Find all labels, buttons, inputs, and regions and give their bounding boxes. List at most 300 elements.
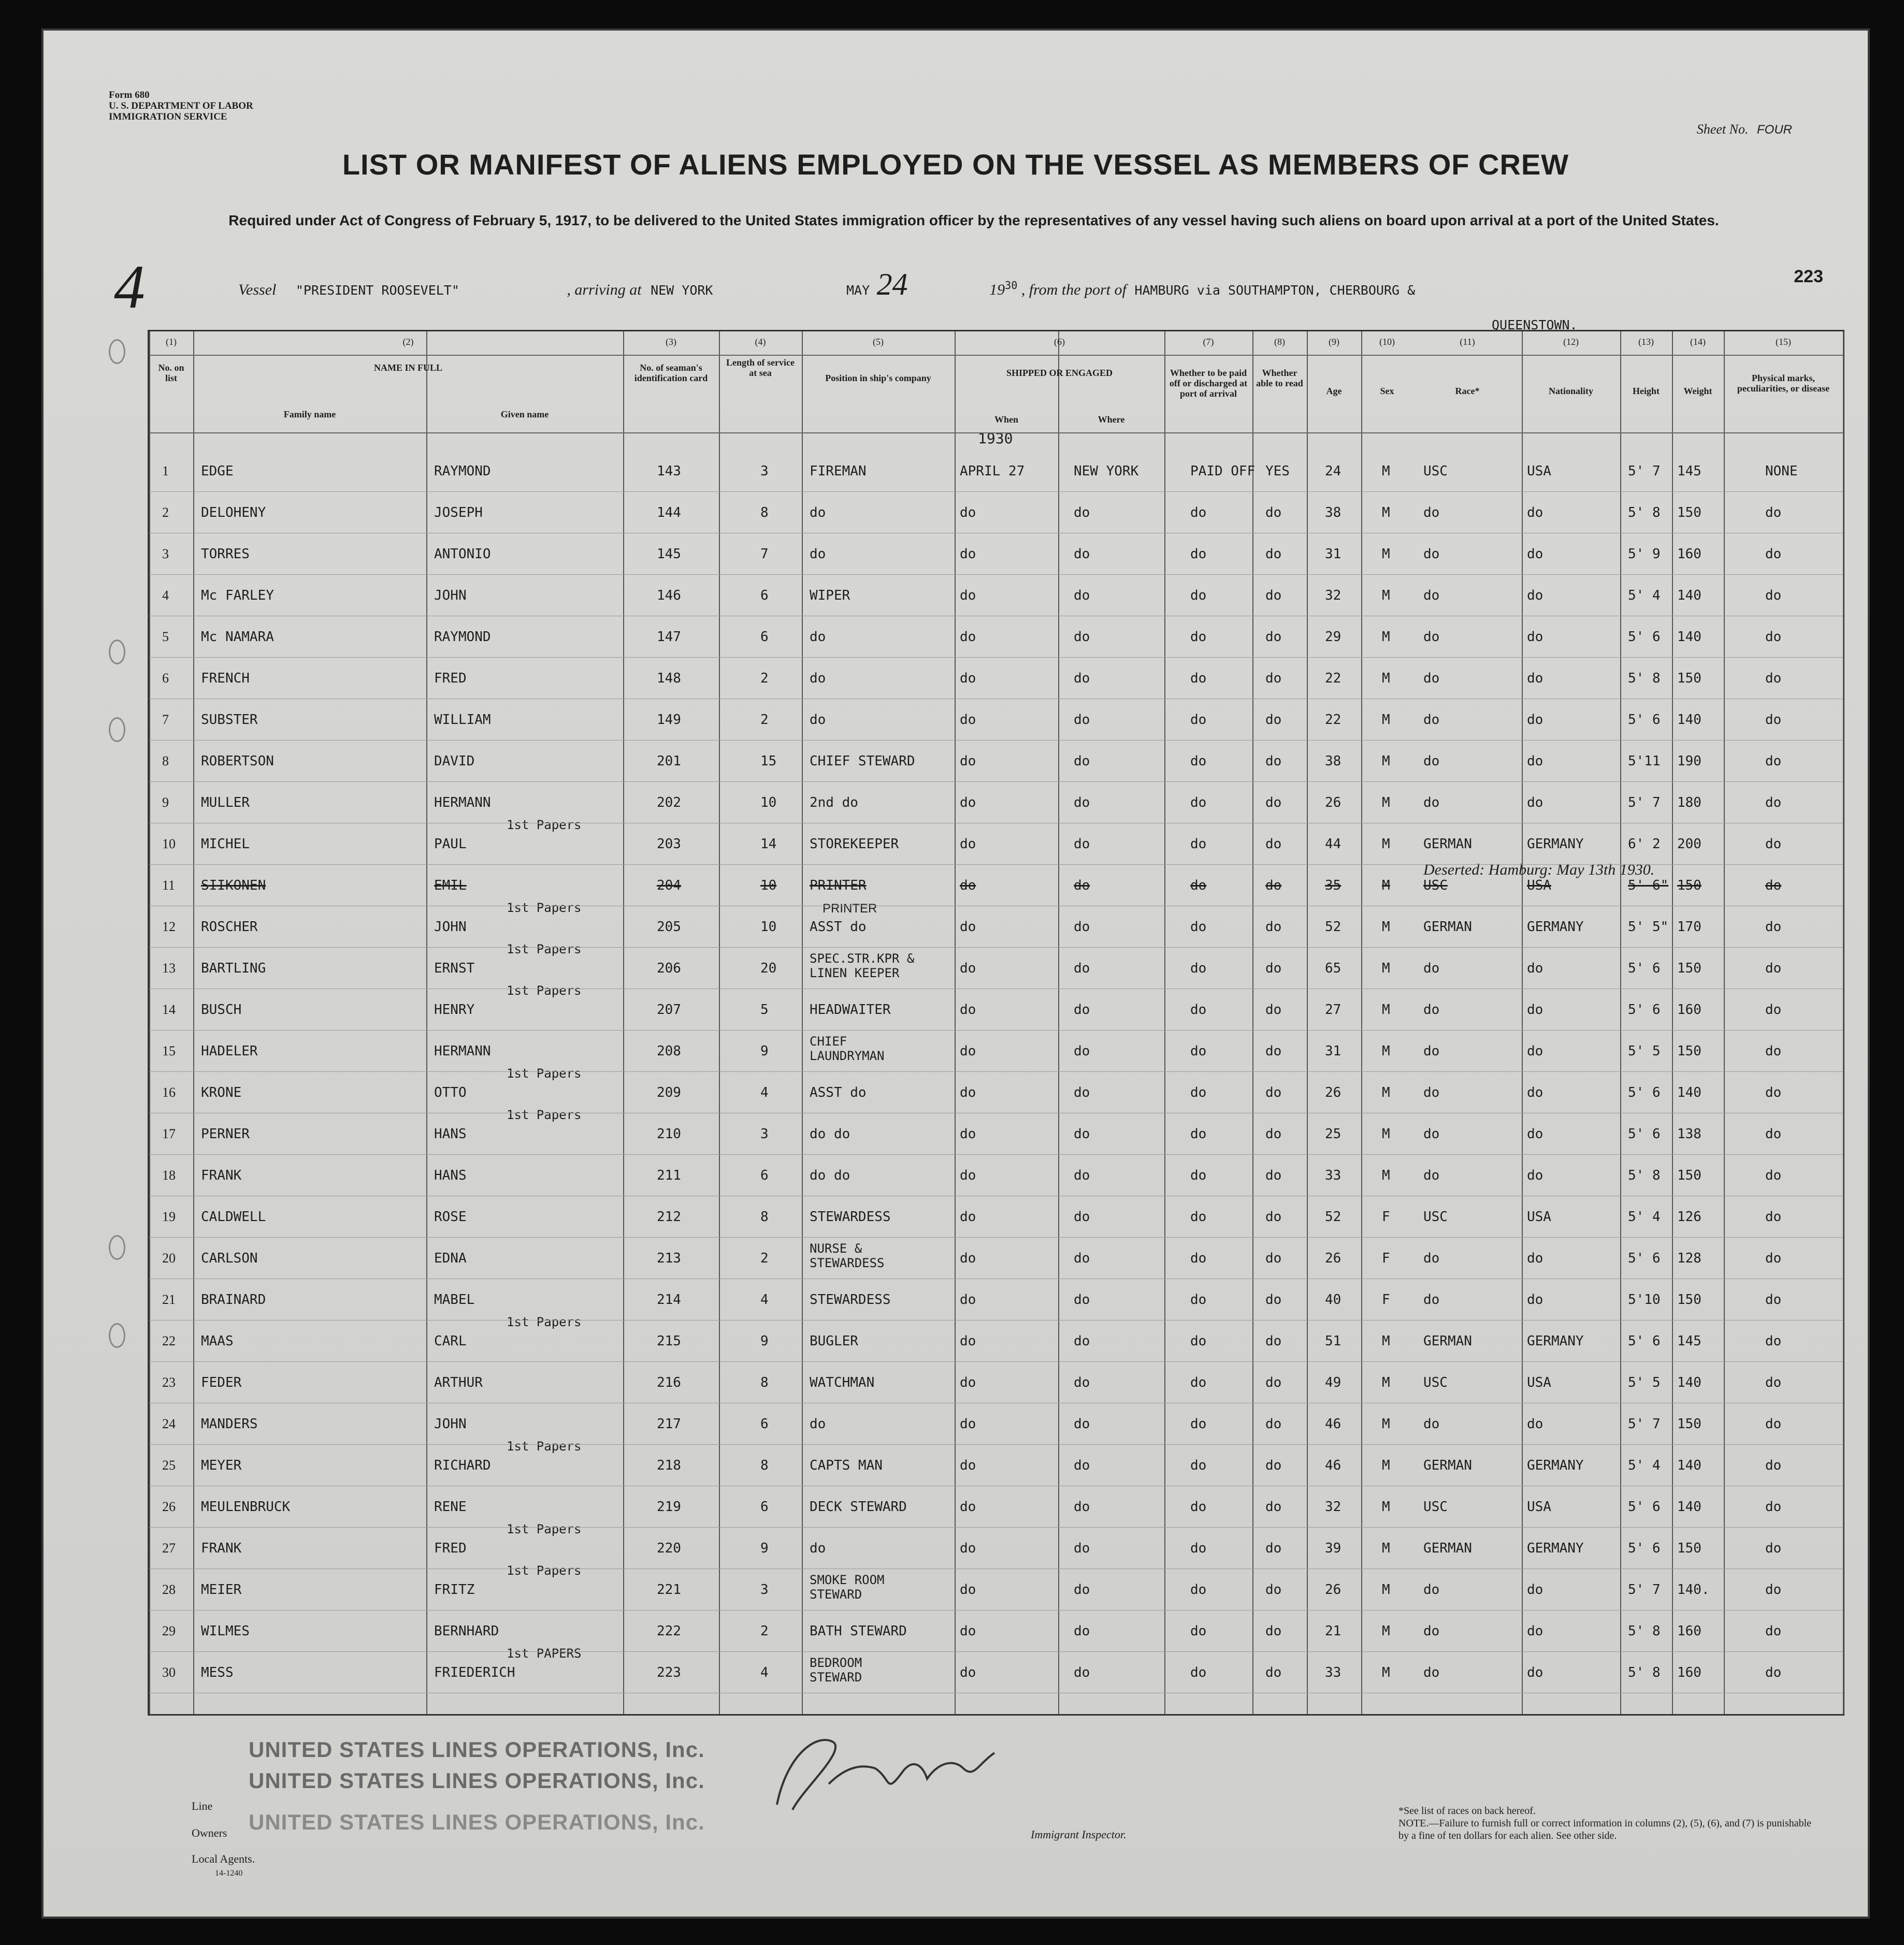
family-name: Mc NAMARA <box>201 629 274 645</box>
race: do <box>1423 1665 1440 1680</box>
shipped-where: do <box>1074 1458 1090 1473</box>
row-number: 26 <box>162 1499 176 1514</box>
table-row <box>149 1240 1843 1281</box>
shipped-where: do <box>1074 836 1090 852</box>
family-name: TORRES <box>201 546 250 562</box>
shipped-where: do <box>1074 546 1090 562</box>
inspector-label: Immigrant Inspector. <box>1031 1828 1127 1841</box>
first-papers-note: 1st Papers <box>507 1522 582 1536</box>
height: 6' 2 <box>1628 836 1661 852</box>
shipped-where: do <box>1074 795 1090 810</box>
nationality: do <box>1527 712 1544 728</box>
table-row <box>149 1157 1843 1198</box>
header-name: NAME IN FULL <box>373 362 442 373</box>
service-length: 8 <box>760 505 769 520</box>
race: do <box>1423 629 1440 645</box>
seaman-card: 145 <box>657 546 681 562</box>
row-number: 20 <box>162 1251 176 1266</box>
family-name: Mc FARLEY <box>201 588 274 603</box>
race: GERMAN <box>1423 1541 1472 1556</box>
nationality: GERMANY <box>1527 1458 1584 1473</box>
service-length: 6 <box>760 1416 769 1432</box>
first-papers-note: 1st Papers <box>507 1066 582 1081</box>
given-name: FRED <box>434 671 467 686</box>
nationality: do <box>1527 629 1544 645</box>
seaman-card: 148 <box>657 671 681 686</box>
first-papers-note: 1st Papers <box>507 1563 582 1578</box>
given-name: FRITZ <box>434 1582 475 1598</box>
paid-off: do <box>1190 1002 1207 1018</box>
nationality: GERMANY <box>1527 919 1584 935</box>
family-name: FRANK <box>201 1541 242 1556</box>
family-name: EDGE <box>201 463 234 479</box>
given-name: WILLIAM <box>434 712 491 728</box>
handwritten-mark: 4 <box>114 252 145 321</box>
physical-marks: do <box>1765 1665 1782 1680</box>
given-name: RAYMOND <box>434 629 491 645</box>
sex: M <box>1382 1375 1390 1390</box>
race: USC <box>1423 1499 1448 1515</box>
age: 39 <box>1325 1541 1342 1556</box>
nationality: do <box>1527 795 1544 810</box>
position: do <box>810 671 826 686</box>
footer-note <box>1398 1805 1823 1842</box>
height: 5' 6 <box>1628 961 1661 976</box>
service-length: 10 <box>760 919 777 935</box>
family-name: MANDERS <box>201 1416 258 1432</box>
col-number: (5) <box>873 337 884 347</box>
table-row <box>149 495 1843 535</box>
shipped-when: do <box>960 795 976 810</box>
able-to-read: do <box>1265 1043 1282 1059</box>
paid-off: do <box>1190 1375 1207 1390</box>
shipped-where: do <box>1074 1002 1090 1018</box>
shipped-when: do <box>960 1333 976 1349</box>
first-papers-note: 1st Papers <box>507 1108 582 1122</box>
family-name: HADELER <box>201 1043 258 1059</box>
service-length: 8 <box>760 1458 769 1473</box>
race: do <box>1423 1002 1440 1018</box>
shipped-where: do <box>1074 1085 1090 1100</box>
seaman-card: 146 <box>657 588 681 603</box>
family-name: SUBSTER <box>201 712 258 728</box>
able-to-read: do <box>1265 753 1282 769</box>
table-row <box>149 536 1843 576</box>
row-number: 28 <box>162 1582 176 1597</box>
height: 5' 6 <box>1628 1499 1661 1515</box>
shipped-when: do <box>960 1623 976 1639</box>
punch-hole <box>109 717 125 742</box>
race: do <box>1423 505 1440 520</box>
service-length: 5 <box>760 1002 769 1018</box>
weight: 140 <box>1677 588 1701 603</box>
able-to-read: do <box>1265 1333 1282 1349</box>
agents-label: Local Agents. <box>192 1852 255 1865</box>
col-number: (15) <box>1776 337 1791 347</box>
nationality: do <box>1527 1002 1544 1018</box>
weight: 200 <box>1677 836 1701 852</box>
able-to-read: do <box>1265 712 1282 728</box>
race: do <box>1423 1582 1440 1598</box>
given-name: HANS <box>434 1126 467 1142</box>
nationality: do <box>1527 1416 1544 1432</box>
height: 5' 6 <box>1628 1002 1661 1018</box>
shipped-where: do <box>1074 505 1090 520</box>
given-name: HENRY <box>434 1002 475 1018</box>
sex: M <box>1382 505 1390 520</box>
header-nationality: Nationality <box>1548 386 1593 396</box>
table-row <box>149 453 1843 493</box>
row-number: 10 <box>162 836 176 851</box>
year-suffix: 30 <box>1005 279 1018 292</box>
weight: 150 <box>1677 1043 1701 1059</box>
height: 5' 4 <box>1628 1209 1661 1225</box>
service-length: 10 <box>760 795 777 810</box>
physical-marks: do <box>1765 1043 1782 1059</box>
nationality: do <box>1527 1126 1544 1142</box>
paid-off: do <box>1190 671 1207 686</box>
given-name: PAUL <box>434 836 467 852</box>
able-to-read: do <box>1265 1458 1282 1473</box>
from-port: HAMBURG via SOUTHAMPTON, CHERBOURG & <box>1134 283 1416 298</box>
paid-off: do <box>1190 629 1207 645</box>
header-race: Race* <box>1455 386 1480 396</box>
paid-off: do <box>1190 1665 1207 1680</box>
paid-off: do <box>1190 1458 1207 1473</box>
position: do <box>810 629 826 645</box>
form-number <box>109 90 253 122</box>
physical-marks: do <box>1765 919 1782 935</box>
table-row <box>149 1613 1843 1653</box>
table-row <box>149 1522 1843 1571</box>
sex: M <box>1382 671 1390 686</box>
given-name: ROSE <box>434 1209 467 1225</box>
row-number: 11 <box>162 878 176 893</box>
weight: 160 <box>1677 1002 1701 1018</box>
given-name: JOSEPH <box>434 505 483 520</box>
punch-hole <box>109 640 125 664</box>
position: SMOKE ROOM STEWARD <box>810 1573 885 1602</box>
seaman-card: 210 <box>657 1126 681 1142</box>
nationality: do <box>1527 961 1544 976</box>
given-name: EMIL <box>434 878 467 893</box>
from-port-continued: QUEENSTOWN. <box>1492 317 1578 332</box>
position: SPEC.STR.KPR & LINEN KEEPER <box>810 951 915 980</box>
table-row <box>149 1315 1843 1363</box>
weight: 145 <box>1677 463 1701 479</box>
sheet-number <box>1697 122 1792 137</box>
physical-marks: do <box>1765 878 1782 893</box>
family-name: BUSCH <box>201 1002 242 1018</box>
service-length: 9 <box>760 1333 769 1349</box>
able-to-read: do <box>1265 1499 1282 1515</box>
weight: 160 <box>1677 1623 1701 1639</box>
weight: 140. <box>1677 1582 1710 1598</box>
shipped-where: NEW YORK <box>1074 463 1139 479</box>
arrival-day: 24 <box>876 267 908 301</box>
position: do do <box>810 1126 850 1142</box>
physical-marks: do <box>1765 1251 1782 1266</box>
shipped-when: do <box>960 1665 976 1680</box>
manifest-sheet <box>41 28 1870 1919</box>
given-name: EDNA <box>434 1251 467 1266</box>
table-row <box>149 861 1843 908</box>
physical-marks: do <box>1765 753 1782 769</box>
able-to-read: do <box>1265 919 1282 935</box>
position: STEWARDESS <box>810 1292 891 1308</box>
given-name: RICHARD <box>434 1458 491 1473</box>
shipped-where: do <box>1074 1292 1090 1308</box>
position: WIPER <box>810 588 850 603</box>
physical-marks: do <box>1765 1002 1782 1018</box>
table-row <box>149 1108 1843 1156</box>
row-number: 17 <box>162 1126 176 1141</box>
weight: 140 <box>1677 1499 1701 1515</box>
age: 22 <box>1325 671 1342 686</box>
nationality: GERMANY <box>1527 836 1584 852</box>
position: WATCHMAN <box>810 1375 875 1390</box>
weight: 180 <box>1677 795 1701 810</box>
table-row <box>149 1406 1843 1446</box>
able-to-read: do <box>1265 836 1282 852</box>
sex: M <box>1382 795 1390 810</box>
position-correction: PRINTER <box>823 902 877 916</box>
deserted-note: Deserted: Hamburg: May 13th 1930. <box>1423 861 1655 878</box>
weight: 128 <box>1677 1251 1701 1266</box>
sex: M <box>1382 1499 1390 1515</box>
race: do <box>1423 795 1440 810</box>
row-number: 4 <box>162 588 169 603</box>
position: ASST do <box>810 1085 867 1100</box>
weight: 150 <box>1677 878 1701 893</box>
first-papers-note: 1st Papers <box>507 901 582 915</box>
weight: 140 <box>1677 1458 1701 1473</box>
paid-off: do <box>1190 1209 1207 1225</box>
paid-off: do <box>1190 505 1207 520</box>
form-line: U. S. DEPARTMENT OF LABOR <box>109 100 253 111</box>
position: CHIEF STEWARD <box>810 753 915 769</box>
able-to-read: do <box>1265 671 1282 686</box>
race: GERMAN <box>1423 836 1472 852</box>
col-number: (3) <box>666 337 676 347</box>
able-to-read: do <box>1265 1375 1282 1390</box>
given-name: OTTO <box>434 1085 467 1100</box>
year-prefix: 19 <box>989 281 1005 298</box>
table-row <box>149 942 1843 991</box>
age: 46 <box>1325 1416 1342 1432</box>
nationality: USA <box>1527 1499 1551 1515</box>
physical-marks: do <box>1765 505 1782 520</box>
form-line: IMMIGRATION SERVICE <box>109 111 227 122</box>
shipped-when: do <box>960 671 976 686</box>
weight: 140 <box>1677 1085 1701 1100</box>
first-papers-note: 1st Papers <box>507 983 582 998</box>
nationality: do <box>1527 1168 1544 1183</box>
shipped-when: do <box>960 505 976 520</box>
header-when: When <box>994 414 1018 425</box>
given-name: ANTONIO <box>434 546 491 562</box>
col-number: (9) <box>1329 337 1339 347</box>
sheet-serial: 223 <box>1794 267 1823 286</box>
service-length: 15 <box>760 753 777 769</box>
race: USC <box>1423 878 1448 893</box>
race: do <box>1423 1623 1440 1639</box>
sex: M <box>1382 588 1390 603</box>
weight: 140 <box>1677 1375 1701 1390</box>
row-number: 29 <box>162 1623 176 1638</box>
seaman-card: 214 <box>657 1292 681 1308</box>
able-to-read: do <box>1265 546 1282 562</box>
weight: 160 <box>1677 546 1701 562</box>
weight: 160 <box>1677 1665 1701 1680</box>
table-row <box>149 983 1843 1032</box>
nationality: GERMANY <box>1527 1541 1584 1556</box>
age: 52 <box>1325 919 1342 935</box>
sex: M <box>1382 1043 1390 1059</box>
position: CHIEF LAUNDRYMAN <box>810 1034 885 1063</box>
race: do <box>1423 1292 1440 1308</box>
shipped-when: do <box>960 753 976 769</box>
height: 5' 8 <box>1628 505 1661 520</box>
col-number: (6) <box>1054 337 1065 347</box>
seaman-card: 202 <box>657 795 681 810</box>
race: do <box>1423 1126 1440 1142</box>
sex: M <box>1382 546 1390 562</box>
age: 49 <box>1325 1375 1342 1390</box>
seaman-card: 219 <box>657 1499 681 1515</box>
position: FIREMAN <box>810 463 867 479</box>
height: 5' 5 <box>1628 1043 1661 1059</box>
height: 5'10 <box>1628 1292 1661 1308</box>
height: 5' 8 <box>1628 671 1661 686</box>
col-number: (4) <box>755 337 766 347</box>
nationality: GERMANY <box>1527 1333 1584 1349</box>
shipped-when: do <box>960 919 976 935</box>
race: do <box>1423 712 1440 728</box>
weight: 190 <box>1677 753 1701 769</box>
weight: 170 <box>1677 919 1701 935</box>
sex: M <box>1382 1333 1390 1349</box>
physical-marks: do <box>1765 1292 1782 1308</box>
height: 5' 5 <box>1628 1375 1661 1390</box>
weight: 150 <box>1677 1416 1701 1432</box>
shipped-when: do <box>960 1582 976 1598</box>
physical-marks: do <box>1765 1209 1782 1225</box>
crew-table <box>148 330 1844 1716</box>
shipped-when: do <box>960 1251 976 1266</box>
race: USC <box>1423 1375 1448 1390</box>
nationality: do <box>1527 1292 1544 1308</box>
physical-marks: do <box>1765 1499 1782 1515</box>
given-name: BERNHARD <box>434 1623 499 1639</box>
physical-marks: do <box>1765 1333 1782 1349</box>
seaman-card: 209 <box>657 1085 681 1100</box>
seaman-card: 206 <box>657 961 681 976</box>
col-number: (8) <box>1274 337 1285 347</box>
physical-marks: NONE <box>1765 463 1798 479</box>
sex: F <box>1382 1292 1390 1308</box>
age: 44 <box>1325 836 1342 852</box>
position: BEDROOM STEWARD <box>810 1656 862 1685</box>
able-to-read: do <box>1265 1168 1282 1183</box>
physical-marks: do <box>1765 588 1782 603</box>
given-name: HANS <box>434 1168 467 1183</box>
sex: M <box>1382 1458 1390 1473</box>
arrival-month: MAY <box>846 283 870 298</box>
nationality: do <box>1527 1582 1544 1598</box>
given-name: RENE <box>434 1499 467 1515</box>
punch-hole <box>109 1323 125 1348</box>
race: GERMAN <box>1423 1333 1472 1349</box>
shipped-when: do <box>960 1375 976 1390</box>
header-age: Age <box>1326 386 1342 396</box>
given-name: MABEL <box>434 1292 475 1308</box>
family-name: BRAINARD <box>201 1292 266 1308</box>
service-length: 8 <box>760 1375 769 1390</box>
weight: 145 <box>1677 1333 1701 1349</box>
vessel-line <box>238 267 1415 302</box>
shipped-when: do <box>960 1209 976 1225</box>
row-number: 23 <box>162 1375 176 1390</box>
table-row <box>149 660 1843 701</box>
race: do <box>1423 588 1440 603</box>
paid-off: do <box>1190 878 1207 893</box>
page-title: LIST OR MANIFEST OF ALIENS EMPLOYED ON THE VESSEL AS MEMBERS OF CREW <box>342 148 1569 181</box>
physical-marks: do <box>1765 1623 1782 1639</box>
height: 5' 9 <box>1628 546 1661 562</box>
table-row <box>149 619 1843 659</box>
vessel-name: "PRESIDENT ROOSEVELT" <box>295 283 459 298</box>
row-number: 19 <box>162 1209 176 1224</box>
nationality: do <box>1527 1085 1544 1100</box>
table-row <box>149 1282 1843 1322</box>
row-number: 6 <box>162 671 169 686</box>
position: 2nd do <box>810 795 858 810</box>
height: 5' 7 <box>1628 1416 1661 1432</box>
nationality: do <box>1527 671 1544 686</box>
shipped-when: do <box>960 1292 976 1308</box>
age: 35 <box>1325 878 1342 893</box>
table-row <box>149 1066 1843 1115</box>
position: BUGLER <box>810 1333 858 1349</box>
height: 5' 8 <box>1628 1665 1661 1680</box>
paid-off: do <box>1190 546 1207 562</box>
weight: 150 <box>1677 1292 1701 1308</box>
paid-off: do <box>1190 1623 1207 1639</box>
seaman-card: 147 <box>657 629 681 645</box>
race: do <box>1423 1251 1440 1266</box>
service-length: 2 <box>760 1251 769 1266</box>
seaman-card: 215 <box>657 1333 681 1349</box>
sex: M <box>1382 712 1390 728</box>
seaman-card: 205 <box>657 919 681 935</box>
shipped-when: do <box>960 1458 976 1473</box>
paid-off: do <box>1190 588 1207 603</box>
row-number: 25 <box>162 1458 176 1473</box>
shipped-where: do <box>1074 1168 1090 1183</box>
given-name: JOHN <box>434 1416 467 1432</box>
line-label: Line <box>192 1799 213 1812</box>
sex: M <box>1382 1416 1390 1432</box>
handwritten-year: 1930 <box>978 430 1013 447</box>
given-name: JOHN <box>434 919 467 935</box>
age: 26 <box>1325 795 1342 810</box>
family-name: WILMES <box>201 1623 250 1639</box>
paid-off: do <box>1190 1251 1207 1266</box>
row-number: 7 <box>162 712 169 727</box>
sheet-label: Sheet No. <box>1696 122 1749 137</box>
age: 51 <box>1325 1333 1342 1349</box>
